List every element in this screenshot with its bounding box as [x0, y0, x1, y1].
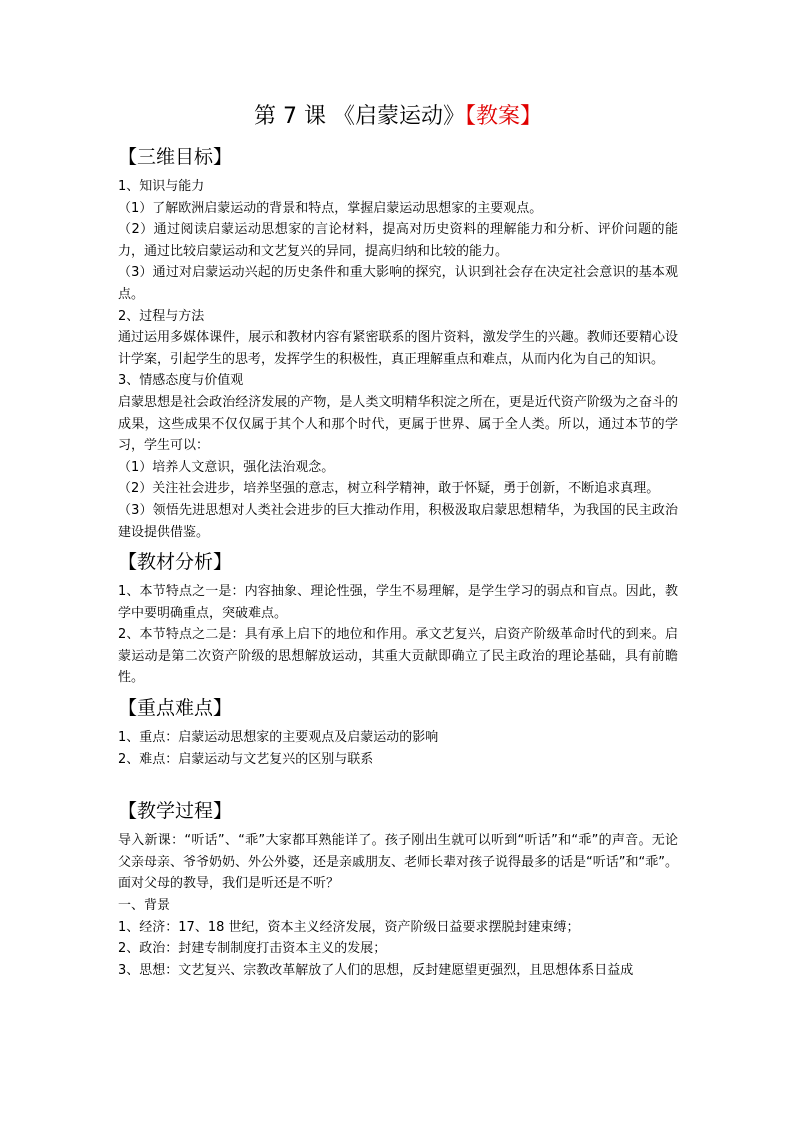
document-page: [118, 100, 678, 981]
paragraph: （1）培养人文意识，强化法治观念。: [118, 459, 335, 475]
paragraph: 1、知识与能力: [118, 179, 205, 194]
title-tag: 【教案】: [464, 104, 542, 129]
paragraph: 通过运用多媒体课件，展示和教材内容有紧密联系的图片资料，激发学生的兴趣。教师还要精心设计学案，引起学生的思考，发挥学生的积极性，真正理解重点和难点，从而内化为自己的知识。: [118, 330, 678, 367]
paragraph: 2、政治：封建专制制度打击资本主义的发展；: [118, 941, 387, 957]
section-heading-analysis: 【教材分析】: [118, 551, 233, 574]
document-title: [118, 100, 678, 134]
paragraph: （3）领悟先进思想对人类社会进步的巨大推动作用，积极汲取启蒙思想精华，为我国的民主政治建设提供借鉴。: [118, 502, 678, 540]
paragraph: 3、情感态度与价值观: [118, 373, 244, 389]
paragraph: （2）通过阅读启蒙运动思想家的言论材料，提高对历史资料的理解能力和分析、评价问题的能力，通过比较启蒙运动和文艺复兴的异同，提高归纳和比较的能力。: [118, 222, 678, 259]
section-heading-goals: 【三维目标】: [118, 146, 233, 168]
paragraph: 3、思想：文艺复兴、宗教改革解放了人们的思想，反封建愿望更强烈，且思想体系日益成: [118, 962, 634, 978]
paragraph: （3）通过对启蒙运动兴起的历史条件和重大影响的探究，认识到社会存在决定社会意识的基本观点。: [118, 265, 678, 302]
paragraph: 2、难点：启蒙运动与文艺复兴的区别与联系: [118, 751, 374, 767]
paragraph: 2、本节特点之二是：具有承上启下的地位和作用。承文艺复兴，启资产阶级革命时代的到来。启蒙运动是第二次资产阶级的思想解放运动，其重大贡献即确立了民主政治的理论基础，具有前瞻性。: [118, 627, 678, 686]
paragraph: 启蒙思想是社会政治经济发展的产物，是人类文明精华积淀之所在，更是近代资产阶级为之奋斗的成果，这些成果不仅仅属于其个人和那个时代，更属于世界、属于全人类。所以，通过本节的学习，学生可以：: [118, 394, 678, 454]
paragraph: 1、本节特点之一是：内容抽象、理论性强，学生不易理解，是学生学习的弱点和盲点。因此，教学中要明确重点，突破难点。: [118, 584, 678, 621]
paragraph: 2、过程与方法: [118, 308, 205, 324]
paragraph: 一、背景: [118, 898, 171, 914]
paragraph: 1、经济：17、18 世纪，资本主义经济发展，资产阶级日益要求摆脱封建束缚；: [118, 919, 580, 935]
paragraph: （2）关注社会进步，培养坚强的意志，树立科学精神，敢于怀疑，勇于创新，不断追求真理。: [118, 481, 660, 497]
section-heading-keypoints: 【重点难点】: [118, 697, 233, 720]
section-heading-process: 【教学过程】: [118, 800, 233, 823]
paragraph: 1、重点：启蒙运动思想家的主要观点及启蒙运动的影响: [118, 730, 439, 746]
paragraph: （1）了解欧洲启蒙运动的背景和特点，掌握启蒙运动思想家的主要观点。: [118, 200, 543, 216]
title-main: 第 7 课 《启蒙运动》: [254, 104, 465, 129]
paragraph: 导入新课：“听话”、“乖”大家都耳熟能详了。孩子刚出生就可以听到“听话”和“乖”的声音。无论父亲母亲、爷爷奶奶、外公外婆，还是亲戚朋友、老师长辈对孩子说得最多的话是“听话”和“乖”。面对父母的教导，我们是听还是不听？: [118, 833, 678, 892]
